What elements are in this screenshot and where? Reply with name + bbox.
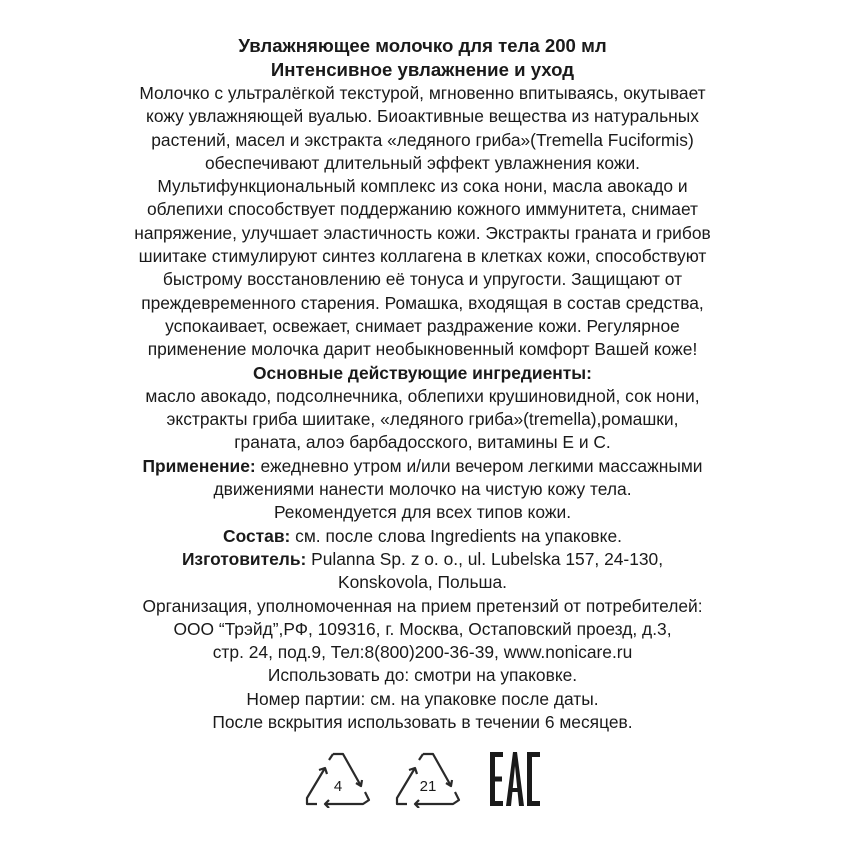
description-line: шиитаке стимулируют синтез коллагена в клетках кожи, способствуют: [138, 246, 707, 267]
ingredients-line: граната, алоэ барбадосского, витамины Е и С.: [234, 432, 611, 453]
organization-line: стр. 24, под.9, Тел:8(800)200-36-39, www.nonicare.ru: [212, 642, 633, 663]
composition-label: Состав:: [223, 525, 291, 546]
usage-section: [0, 455, 845, 525]
description-line: растений, масел и экстракта «ледяного гриба»(Tremella Fuciformis): [151, 129, 694, 150]
composition-line: [0, 525, 845, 548]
usage-line: движениями нанести молочко на чистую кожу тела.: [213, 479, 632, 500]
description-line: напряжение, улучшает эластичность кожи. Экстракты граната и грибов: [134, 222, 711, 243]
manufacturer-label: Изготовитель:: [181, 548, 307, 569]
description-line: Молочко с ультралёгкой текстурой, мгновенно впитываясь, окутывает: [139, 83, 706, 103]
composition-text: см. после слова Ingredients на упаковке.: [290, 525, 622, 546]
ingredients-line: экстракты гриба шиитаке, «ледяного гриба»(tremella),ромашки,: [166, 409, 679, 430]
ingredients-heading: Основные действующие ингредиенты:: [253, 362, 592, 383]
organization-line: Организация, уполномоченная на прием претензий от потребителей:: [142, 595, 703, 616]
recycle-code-21: 21: [419, 778, 437, 795]
description-line: применение молочка дарит необыкновенный комфорт Вашей коже!: [147, 339, 698, 360]
description-line: преждевременного старения. Ромашка, входящая в состав средства,: [141, 292, 704, 313]
description-line: кожу увлажняющей вуалью. Биоактивные вещества из натуральных: [146, 106, 699, 127]
packaging-symbols: [0, 748, 845, 810]
product-subtitle: Интенсивное увлажнение и уход: [270, 59, 575, 80]
description: [0, 82, 845, 362]
description-line: Мультифункциональный комплекс из сока нони, масла авокадо и: [157, 176, 688, 197]
manufacturer-location: Konskovola, Польша.: [337, 572, 508, 593]
recycle-code-4: 4: [333, 778, 343, 795]
ingredients-line: масло авокадо, подсолнечника, облепихи крушиновидной, сок нони,: [145, 385, 700, 406]
eac-mark-icon-graphic: [490, 750, 540, 808]
organization-section: [0, 595, 845, 665]
organization-line: ООО “Трэйд”,РФ, 109316, г. Москва, Остаповский проезд, д.3,: [173, 618, 672, 639]
expiry-line: Использовать до: смотри на упаковке.: [267, 665, 578, 686]
recycle-triangle-icon: [393, 748, 463, 808]
description-line: обеспечивают длительный эффект увлажнения кожи.: [204, 152, 641, 173]
ingredients-section: [0, 362, 845, 455]
batch-line: Номер партии: см. на упаковке после даты.: [246, 688, 599, 709]
after-opening-line: После вскрытия использовать в течении 6 месяцев.: [212, 712, 633, 733]
description-line: успокаивает, освежает, снимает раздражение кожи. Регулярное: [165, 315, 680, 336]
usage-line: [0, 455, 845, 478]
manufacturer-section: [0, 548, 845, 595]
usage-text: ежедневно утром и/или вечером легкими массажными: [255, 455, 703, 476]
usage-recommendation: Рекомендуется для всех типов кожи.: [273, 502, 572, 523]
eac-mark-icon: [490, 750, 540, 808]
footer-section: [0, 664, 845, 734]
manufacturer-text: Pulanna Sp. z o. o., ul. Lubelska 157, 24-130,: [306, 548, 664, 569]
label-text: [0, 34, 845, 734]
manufacturer-line: [0, 548, 845, 571]
product-title: Увлажняющее молочко для тела 200 мл: [238, 35, 607, 56]
usage-label: Применение:: [142, 455, 256, 476]
recycle-triangle-icon: [303, 748, 373, 808]
description-line: облепихи способствует поддержанию кожного иммунитета, снимает: [146, 199, 699, 220]
description-line: быстрому восстановлению её тонуса и упругости. Защищают от: [162, 269, 683, 290]
